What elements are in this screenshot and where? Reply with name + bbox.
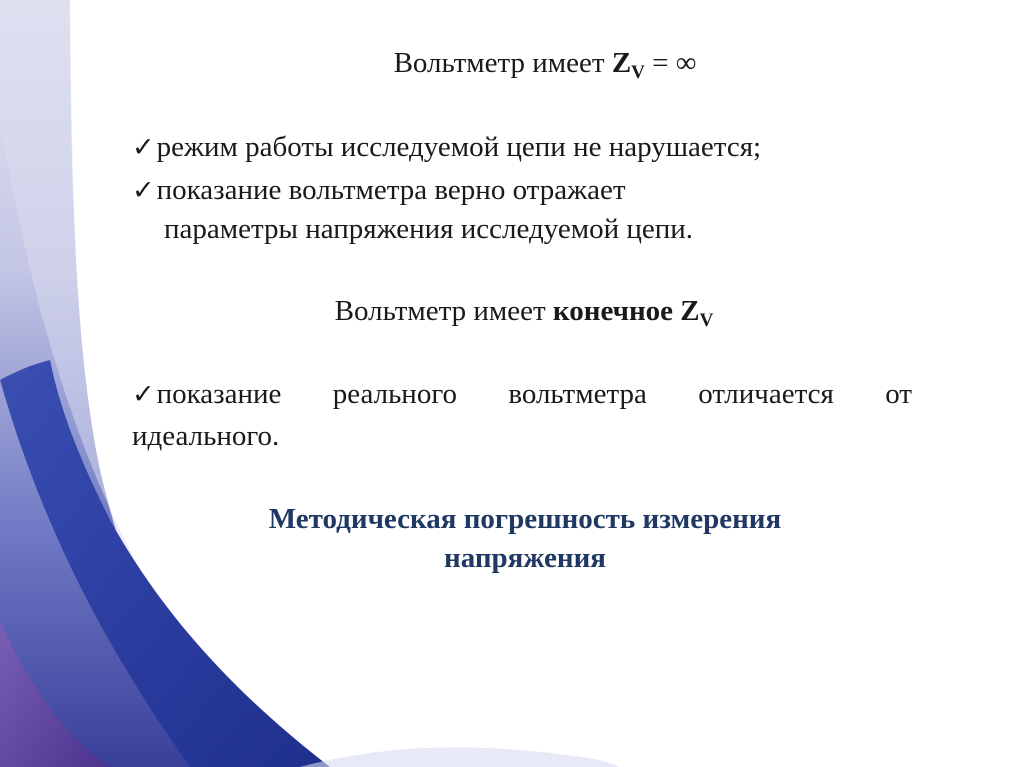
checkmark-icon: ✓ [132, 132, 155, 163]
bullet-text: режим работы исследуемой цепи не нарушается; [156, 131, 762, 163]
finite-bold-word: конечное [552, 295, 681, 327]
bullet-first-word [132, 377, 281, 412]
conclusion-line-1: Методическая погрешность измерения [268, 503, 782, 535]
checkmark-icon: ✓ [132, 379, 155, 410]
bullet-word: от [885, 378, 912, 410]
bullet-text: показание вольтметра верно отражает [156, 174, 626, 206]
z-symbol: Z [611, 47, 632, 79]
bullet-word: вольтметра [508, 378, 647, 410]
bullet-item [132, 130, 761, 165]
z-symbol: Z [680, 295, 700, 327]
z-subscript: V [631, 62, 645, 83]
bullet-continuation: идеального. [132, 420, 280, 452]
conclusion-line-2: напряжения [444, 542, 606, 574]
bullet-item [132, 173, 626, 208]
ideal-heading-prefix: Вольтметр имеет [393, 47, 612, 79]
ideal-voltmeter-heading [0, 46, 1024, 84]
bullet-word: реального [332, 378, 457, 410]
bullet-word: отличается [698, 378, 834, 410]
bullet-word: показание [156, 378, 282, 410]
bullet-continuation: параметры напряжения исследуемой цепи. [164, 213, 694, 245]
finite-heading-prefix: Вольтметр имеет [334, 295, 553, 327]
checkmark-icon: ✓ [132, 175, 155, 206]
bullet-item [132, 377, 912, 412]
z-subscript: V [699, 310, 714, 331]
finite-voltmeter-heading [0, 294, 1024, 332]
ideal-heading-suffix: = ∞ [644, 47, 697, 79]
